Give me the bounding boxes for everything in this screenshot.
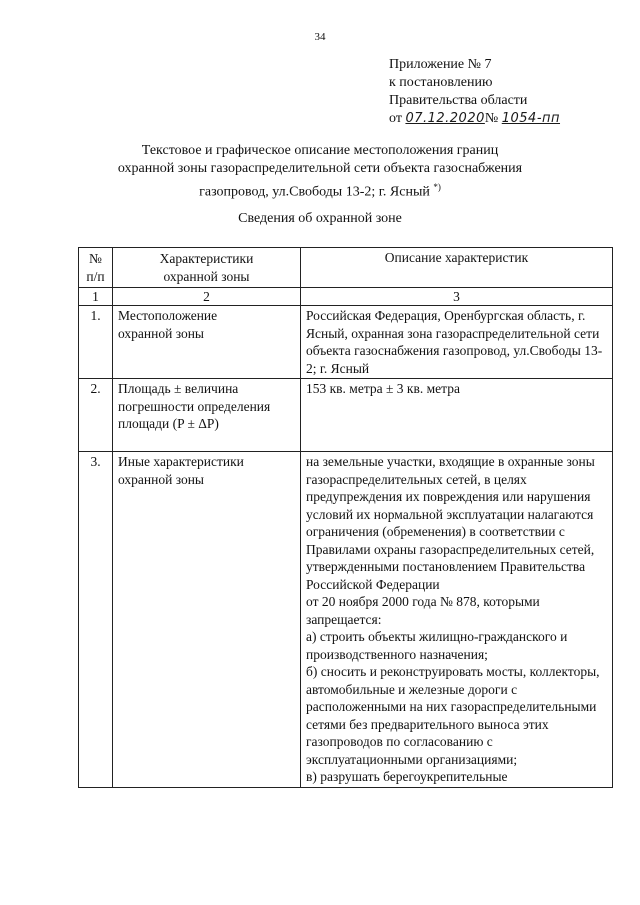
table-row — [79, 306, 613, 379]
description-paragraph: от 20 ноября 2000 года № 878, которыми запрещается: — [306, 594, 540, 627]
title-line-2: охранной зоны газораспределительной сети объекта газоснабжения — [117, 161, 523, 176]
footnote-mark: *) — [433, 182, 441, 192]
title-line-1: Текстовое и графическое описание местоположения границ — [141, 143, 499, 158]
description-paragraph: б) сносить и реконструировать мосты, коллекторы, автомобильные и железные дороги с расположенными на них газораспределительными сетями без предварительного выноса этих газопроводов по согласованию с эксплуатационными организациями; — [306, 664, 600, 767]
appendix-line-1: Приложение № 7 — [389, 57, 492, 72]
header-num: № п/п — [79, 248, 113, 288]
appendix-block — [389, 56, 560, 128]
row-name: Местоположение охранной зоны — [113, 306, 301, 379]
row-description — [301, 452, 613, 788]
zone-table — [78, 247, 613, 788]
table-row — [79, 452, 613, 788]
header-characteristics: Характеристики охранной зоны — [113, 248, 301, 288]
column-number-row — [79, 288, 613, 306]
appendix-date-line — [389, 110, 560, 128]
row-description: Российская Федерация, Оренбургская область, г. Ясный, охранная зона газораспределительной сети объекта газоснабжения газопровод, ул.Свободы 13-2; г. Ясный — [301, 306, 613, 379]
description-paragraph: на земельные участки, входящие в охранные зоны газораспределительных сетей, в целях предупреждения их повреждения или нарушения условий их нормальной эксплуатации налагаются ограничения (обременения) в соответствии с Правилами охраны газораспределительных сетей, утвержденными постановлением Правительства Российской Федерации — [306, 454, 595, 592]
date-prefix: от — [389, 111, 402, 126]
row-name: Иные характеристики охранной зоны — [113, 452, 301, 788]
column-number: 3 — [301, 288, 613, 306]
section-title: Сведения об охранной зоне — [238, 211, 402, 226]
column-number: 2 — [113, 288, 301, 306]
table-row — [79, 379, 613, 452]
header-description: Описание характеристик — [301, 248, 613, 288]
row-description: 153 кв. метра ± 3 кв. метра — [301, 379, 613, 452]
table-header-row — [79, 248, 613, 288]
title-line-3-text: газопровод, ул.Свободы 13-2; г. Ясный — [199, 184, 430, 200]
appendix-line-3: Правительства области — [389, 93, 528, 108]
appendix-line-2: к постановлению — [389, 75, 493, 90]
document-title — [100, 142, 540, 202]
page-number: 34 — [314, 31, 326, 43]
column-number: 1 — [79, 288, 113, 306]
handwritten-date: 07.12.2020 — [405, 111, 485, 126]
number-prefix: № — [484, 111, 499, 126]
description-paragraph: а) строить объекты жилищно-гражданского и производственного назначения; — [306, 629, 568, 662]
handwritten-number: 1054-пп — [501, 111, 561, 126]
row-number: 1. — [79, 306, 113, 379]
title-line-3 — [100, 178, 540, 202]
description-paragraph: в) разрушать берегоукрепительные — [306, 769, 508, 784]
row-number: 2. — [79, 379, 113, 452]
row-name: Площадь ± величина погрешности определения площади (P ± ΔP) — [113, 379, 301, 452]
row-number: 3. — [79, 452, 113, 788]
